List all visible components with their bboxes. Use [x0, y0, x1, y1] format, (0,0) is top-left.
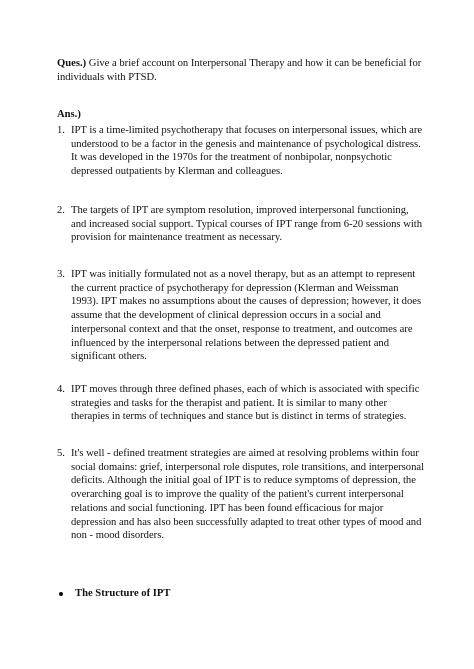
list-item-line: assume that the development of clinical depression occurs in a social and — [71, 310, 381, 322]
question-paragraph — [57, 57, 422, 84]
list-item-line: 1993). IPT makes no assumptions about the causes of depression; however, it does — [71, 296, 422, 308]
list-item-line: therapies in terms of techniques and stance but is distinct in terms of strategies. — [71, 411, 407, 423]
list-item-line: influenced by the interpersonal relations between the depressed patient and — [71, 337, 389, 349]
list-item-number: 2. — [57, 205, 65, 216]
bullet-dot-icon — [59, 592, 63, 596]
list-item-5 — [57, 447, 425, 543]
list-item-line: significant others. — [71, 351, 147, 363]
list-item-line: It was developed in the 1970s for the treatment of nonbipolar, nonpsychotic — [71, 152, 392, 164]
list-item-text — [71, 204, 422, 245]
bullet-heading-text: The Structure of IPT — [75, 588, 171, 599]
list-item-line: IPT was initially formulated not as a novel therapy, but as an attempt to represent — [71, 269, 416, 280]
list-item-line: and increased social support. Typical courses of IPT range from 6-20 sessions with — [71, 218, 423, 230]
answer-label: Ans.) — [57, 109, 81, 120]
list-item-text — [71, 268, 421, 364]
list-item-text — [71, 124, 422, 179]
list-item-3 — [57, 268, 422, 364]
list-item-2 — [57, 204, 423, 245]
question-label: Ques.) — [57, 58, 87, 69]
list-item-number: 5. — [57, 448, 65, 459]
list-item-line: deficits. Although the initial goal of IPT is to reduce symptoms of depression, the — [71, 475, 416, 487]
list-item-line: IPT is a time-limited psychotherapy that focuses on interpersonal issues, which are — [71, 125, 423, 136]
bullet-heading — [57, 587, 170, 601]
question-text-2: individuals with PTSD. — [57, 71, 157, 83]
list-item-line: overarching goal is to improve the quality of the patient's current interpersonal — [71, 489, 404, 501]
list-item-line: The targets of IPT are symptom resolution, improved interpersonal functioning, — [71, 205, 409, 216]
list-item-line: depression and has also been successfully adapted to treat other types of mood and — [71, 516, 422, 528]
list-item-4 — [57, 383, 420, 424]
question-text-1: Give a brief account on Interpersonal Therapy and how it can be beneficial for — [86, 58, 422, 69]
list-item-line: provision for maintenance treatment as necessary. — [71, 232, 283, 244]
list-item-number: 1. — [57, 125, 65, 136]
list-item-line: relations and social functioning. IPT has been found efficacious for major — [71, 502, 384, 514]
list-item-line: IPT moves through three defined phases, each of which is associated with specific — [71, 384, 420, 395]
list-item-line: It's well - defined treatment strategies are aimed at resolving problems within four — [71, 448, 419, 459]
list-item-number: 4. — [57, 384, 65, 395]
list-item-line: depressed outpatients by Klerman and colleagues. — [71, 166, 283, 178]
list-item-line: interpersonal context and that the onset, response to treatment, and outcomes are — [71, 323, 413, 335]
list-item-line: understood to be a factor in the genesis and maintenance of psychological distress. — [71, 138, 421, 150]
list-item-text — [71, 447, 424, 543]
list-item-line: non - mood disorders. — [71, 530, 164, 542]
list-item-text — [71, 383, 419, 424]
list-item-line: social domains: grief, interpersonal role disputes, role transitions, and interpersonal — [71, 461, 425, 473]
list-item-number: 3. — [57, 269, 65, 280]
question-line-1 — [57, 57, 422, 71]
list-item-line: the current practice of psychotherapy for depression (Klerman and Weissman — [71, 282, 399, 294]
list-item-line: strategies and tasks for the therapist and patient. It is similar to many other — [71, 397, 387, 409]
list-item-1 — [57, 124, 423, 179]
